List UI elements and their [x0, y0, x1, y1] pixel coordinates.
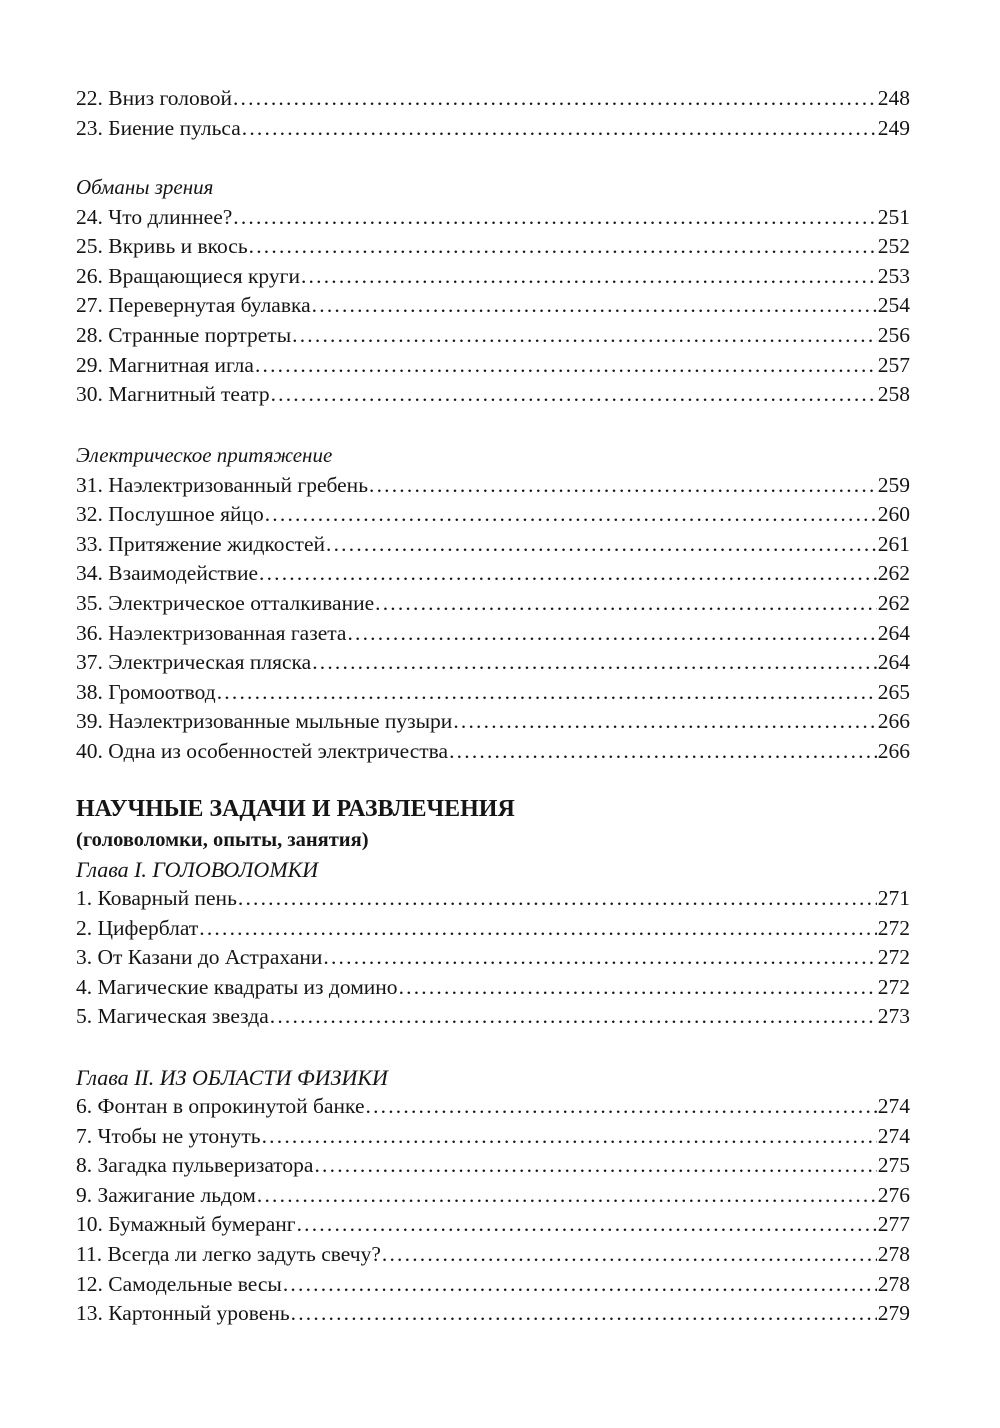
toc-chapter-1	[76, 855, 910, 1032]
entry-title: 12. Самодельные весы	[76, 1271, 282, 1296]
toc-entry	[76, 914, 910, 944]
entry-page: 274	[877, 1123, 910, 1148]
entry-title: 32. Послушное яйцо	[76, 502, 264, 527]
dot-leader	[217, 678, 877, 708]
toc-entry	[76, 262, 910, 292]
entry-page: 251	[877, 204, 910, 229]
toc-entry	[76, 291, 910, 321]
toc-entry	[76, 943, 910, 973]
dot-leader	[259, 559, 877, 589]
entry-page: 252	[877, 234, 910, 259]
toc-group-electric-attraction	[76, 441, 910, 767]
entry-title: 7. Чтобы не утонуть	[76, 1123, 261, 1148]
dot-leader	[238, 884, 877, 914]
dot-leader	[270, 1002, 877, 1032]
entry-title: 37. Электрическая пляска	[76, 650, 312, 675]
toc-entry	[76, 232, 910, 262]
entry-title: 26. Вращающиеся круги	[76, 263, 300, 288]
entry-page: 256	[877, 322, 910, 347]
dot-leader	[301, 262, 877, 292]
entry-title: 38. Громоотвод	[76, 679, 216, 704]
entry-page: 277	[877, 1212, 910, 1237]
dot-leader	[265, 500, 877, 530]
dot-leader	[314, 1151, 876, 1181]
entry-page: 253	[877, 263, 910, 288]
entry-page: 262	[877, 590, 910, 615]
dot-leader	[382, 1240, 877, 1270]
entry-page: 274	[877, 1094, 910, 1118]
toc-entry	[76, 114, 910, 144]
entry-title: 8. Загадка пульверизатора	[76, 1153, 314, 1178]
toc-entry	[76, 737, 910, 767]
entry-title: 13. Картонный уровень	[76, 1301, 290, 1326]
entry-title: 28. Странные портреты	[76, 322, 292, 347]
dot-leader	[242, 114, 877, 144]
entry-page: 278	[877, 1271, 910, 1296]
toc-group-1	[76, 84, 910, 143]
dot-leader	[233, 84, 877, 114]
part-title: НАУЧНЫЕ ЗАДАЧИ И РАЗВЛЕЧЕНИЯ	[76, 796, 515, 822]
toc-group-optical-illusions	[76, 173, 910, 410]
dot-leader	[297, 1210, 877, 1240]
toc-entry	[76, 1240, 910, 1270]
toc-entry	[76, 500, 910, 530]
entry-page: 260	[877, 502, 910, 527]
entry-page: 257	[877, 352, 910, 377]
dot-leader	[369, 471, 877, 501]
entry-title: 39. Наэлектризованные мыльные пузыри	[76, 709, 453, 734]
part-subtitle: (головоломки, опыты, занятия)	[76, 829, 369, 851]
entry-title: 3. От Казани до Астрахани	[76, 945, 323, 970]
entry-page: 264	[877, 620, 910, 645]
entry-title: 40. Одна из особенностей электричества	[76, 738, 449, 763]
toc-entry	[76, 1181, 910, 1211]
entry-title: 34. Взаимодействие	[76, 561, 258, 586]
entry-title: 23. Биение пульса	[76, 115, 241, 140]
dot-leader	[375, 589, 877, 619]
dot-leader	[255, 351, 877, 381]
dot-leader	[323, 943, 876, 973]
toc-entry	[76, 973, 910, 1003]
toc-entry	[76, 648, 910, 678]
entry-page: 265	[877, 679, 910, 704]
entry-page: 276	[877, 1182, 910, 1207]
dot-leader	[399, 973, 877, 1003]
toc-chapter-2	[76, 1063, 910, 1329]
dot-leader	[326, 530, 877, 560]
dot-leader	[262, 1122, 877, 1152]
toc-entry	[76, 1270, 910, 1300]
entry-page: 262	[877, 561, 910, 586]
entry-title: 35. Электрическое отталкивание	[76, 590, 375, 615]
dot-leader	[453, 707, 876, 737]
dot-leader	[283, 1270, 877, 1300]
dot-leader	[312, 291, 877, 321]
toc-entry	[76, 1092, 910, 1122]
dot-leader	[312, 648, 877, 678]
entry-page: 259	[877, 472, 910, 497]
entry-page: 258	[877, 382, 910, 407]
entry-page: 272	[877, 915, 910, 940]
entry-title: 29. Магнитная игла	[76, 352, 254, 377]
dot-leader	[233, 203, 876, 233]
toc-entry	[76, 1299, 910, 1329]
entry-page: 273	[877, 1004, 910, 1029]
toc-entry	[76, 589, 910, 619]
section-title: Обманы зрения	[76, 175, 214, 199]
entry-page: 266	[877, 709, 910, 734]
dot-leader	[347, 619, 876, 649]
entry-title: 5. Магическая звезда	[76, 1004, 269, 1029]
chapter-title: Глава II. ИЗ ОБЛАСТИ ФИЗИКИ	[76, 1065, 388, 1090]
entry-title: 24. Что длиннее?	[76, 204, 233, 229]
toc-entry	[76, 351, 910, 381]
toc-entry	[76, 84, 910, 114]
entry-title: 31. Наэлектризованный гребень	[76, 472, 368, 497]
entry-page: 272	[877, 974, 910, 999]
toc-entry	[76, 884, 910, 914]
entry-title: 36. Наэлектризованная газета	[76, 620, 347, 645]
entry-title: 25. Вкривь и вкось	[76, 234, 248, 259]
dot-leader	[291, 1299, 877, 1329]
entry-page: 254	[877, 293, 910, 318]
entry-title: 6. Фонтан в опрокинутой банке	[76, 1094, 365, 1118]
entry-page: 266	[877, 738, 910, 763]
toc-entry	[76, 380, 910, 410]
part-heading	[76, 793, 910, 855]
toc-entry	[76, 1151, 910, 1181]
entry-title: 33. Притяжение жидкостей	[76, 531, 326, 556]
dot-leader	[257, 1181, 877, 1211]
toc-entry	[76, 1210, 910, 1240]
toc-entry	[76, 707, 910, 737]
entry-page: 271	[877, 886, 910, 910]
toc-entry	[76, 678, 910, 708]
dot-leader	[449, 737, 877, 767]
entry-title: 1. Коварный пень	[76, 886, 237, 910]
toc-entry	[76, 619, 910, 649]
entry-page: 264	[877, 650, 910, 675]
entry-title: 11. Всегда ли легко задуть свечу?	[76, 1241, 381, 1266]
dot-leader	[292, 321, 877, 351]
entry-page: 261	[877, 531, 910, 556]
entry-page: 249	[877, 115, 910, 140]
entry-page: 279	[877, 1301, 910, 1326]
entry-title: 10. Бумажный бумеранг	[76, 1212, 296, 1237]
entry-title: 9. Зажигание льдом	[76, 1182, 256, 1207]
entry-title: 30. Магнитный театр	[76, 382, 270, 407]
toc-entry	[76, 530, 910, 560]
dot-leader	[199, 914, 876, 944]
chapter-title: Глава I. ГОЛОВОЛОМКИ	[76, 857, 319, 882]
toc-entry	[76, 1002, 910, 1032]
toc-entry	[76, 203, 910, 233]
toc-entry	[76, 559, 910, 589]
entry-title: 2. Циферблат	[76, 915, 199, 940]
dot-leader	[271, 380, 877, 410]
dot-leader	[249, 232, 877, 262]
entry-page: 248	[877, 86, 910, 110]
entry-title: 22. Вниз головой	[76, 86, 232, 110]
toc-entry	[76, 321, 910, 351]
entry-page: 275	[877, 1153, 910, 1178]
section-title: Электрическое притяжение	[76, 443, 333, 467]
entry-page: 278	[877, 1241, 910, 1266]
entry-title: 27. Перевернутая булавка	[76, 293, 311, 318]
entry-title: 4. Магические квадраты из домино	[76, 974, 398, 999]
entry-page: 272	[877, 945, 910, 970]
toc-entry	[76, 1122, 910, 1152]
dot-leader	[366, 1092, 877, 1122]
toc-entry	[76, 471, 910, 501]
